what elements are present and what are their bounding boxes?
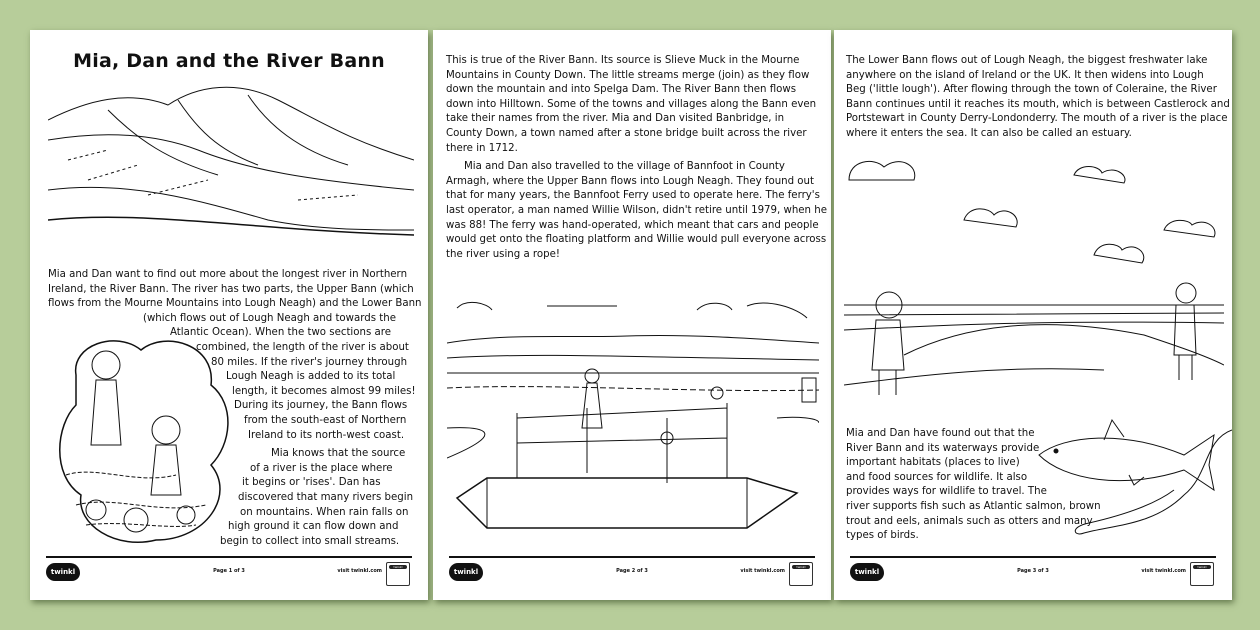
text-line: would get onto the floating platform and Willie would pull everyone across [446,234,827,246]
estuary-illustration [844,155,1224,405]
text-line: Mountains in County Down. The little streams merge (join) as they flow [446,69,810,81]
text-line: Mia knows that the source [271,448,406,460]
text-line: there in 1712. [446,142,518,154]
text-line: Atlantic Ocean). When the two sections are [170,327,391,339]
text-line: was 88! The ferry was hand-operated, which meant that cars and people [446,219,819,231]
text-line: flows from the Mourne Mountains into Lough Neagh) and the Lower Bann [48,298,422,310]
text-line: 80 miles. If the river's journey through [211,356,408,368]
text-line: provides ways for wildlife to travel. The [846,486,1047,498]
visit-link[interactable]: visit twinkl.com [337,568,382,574]
text-line: Armagh, where the Upper Bann flows into Lough Neagh. They found out [446,175,814,187]
page-number: Page 2 of 3 [616,568,648,574]
text-line: high ground it can flow down and [228,521,399,533]
mountain-illustration [48,80,414,238]
text-line: Bann continues until it reaches its mouth, which is between Castlerock and [846,98,1230,110]
text-line: This is true of the River Bann. Its source is Slieve Muck in the Mourne [446,55,800,66]
text-line: take their names from the river. Mia and Dan visited Banbridge, in [446,113,785,125]
text-line: down into Hilltown. Some of the towns and villages along the Bann even [446,98,817,110]
page-1-body-text [48,268,422,549]
text-line: important habitats (places to live) [846,457,1020,469]
text-line: the river using a rope! [446,248,560,260]
text-line: discovered that many rivers begin [238,491,414,503]
text-line: and food sources for wildlife. It also [846,471,1028,483]
text-line: where it enters the sea. It can also be called an estuary. [846,127,1132,139]
text-line: types of birds. [846,530,919,542]
page-1 [30,30,428,600]
text-line: (which flows out of Lough Neagh and towards the [143,312,396,324]
text-line: combined, the length of the river is about [196,341,409,353]
text-line: Portstewart in County Derry-Londonderry. The mouth of a river is the place [846,113,1228,125]
page-number: Page 1 of 3 [213,568,245,574]
text-line: During its journey, the Bann flows [234,400,408,412]
page-3-body-text [846,54,1230,142]
text-line: on mountains. When rain falls on [240,506,409,518]
text-line: Ireland to its north-west coast. [248,429,405,441]
text-line: Mia and Dan have found out that the [846,428,1035,439]
text-line: trout and eels, animals such as otters and many [846,515,1093,527]
text-line: Mia and Dan also travelled to the village of Bannfoot in County [464,161,785,173]
text-line: The Lower Bann flows out of Lough Neagh, the biggest freshwater lake [846,55,1208,66]
page-number: Page 3 of 3 [1017,568,1049,574]
text-line: length, it becomes almost 99 miles! [232,385,416,397]
text-line: river supports fish such as Atlantic salmon, brown [846,500,1101,512]
twinkl-logo[interactable]: twinkl [46,563,80,581]
visit-link[interactable]: visit twinkl.com [740,568,785,574]
salmon-eel-illustration [1034,415,1232,540]
text-line: Lough Neagh is added to its total [226,371,396,383]
page-title: Mia, Dan and the River Bann [73,50,385,72]
badge-label: twinkl [1193,565,1211,569]
text-line: County Down, a town named after a stone bridge built across the river [446,127,807,139]
footer-divider [46,556,412,558]
ferry-illustration [447,298,819,543]
text-line: down the mountain and into Spelga Dam. The River Bann then flows [446,84,797,96]
visit-link[interactable]: visit twinkl.com [1141,568,1186,574]
quality-badge [386,562,410,586]
text-line: from the south-east of Northern [244,414,407,426]
badge-label: twinkl [389,565,407,569]
twinkl-logo[interactable]: twinkl [449,563,483,581]
twinkl-logo[interactable]: twinkl [850,563,884,581]
text-line: begin to collect into small streams. [220,535,400,547]
text-line: last operator, a man named Willie Wilson, didn't retire until 1979, when he [446,204,827,216]
text-line: anywhere on the island of Ireland or the UK. It then widens into Lough [846,69,1204,81]
page-2-body-text [446,54,827,262]
quality-badge [1190,562,1214,586]
footer-divider [449,556,815,558]
text-line: Beg ('little lough'). After flowing through the town of Coleraine, the River [846,84,1217,96]
page-3 [834,30,1232,600]
text-line: that for many years, the Bannfoot Ferry used to operate here. The ferry's [446,190,820,202]
text-line: Ireland, the River Bann. The river has two parts, the Upper Bann (which [48,283,414,295]
badge-label: twinkl [792,565,810,569]
text-line: River Bann and its waterways provide [846,442,1040,454]
text-line: of a river is the place where [250,462,393,474]
text-line: Mia and Dan want to find out more about the longest river in Northern [48,269,408,280]
quality-badge [789,562,813,586]
footer-divider [850,556,1216,558]
text-line: it begins or 'rises'. Dan has [242,477,381,489]
page-2 [433,30,831,600]
